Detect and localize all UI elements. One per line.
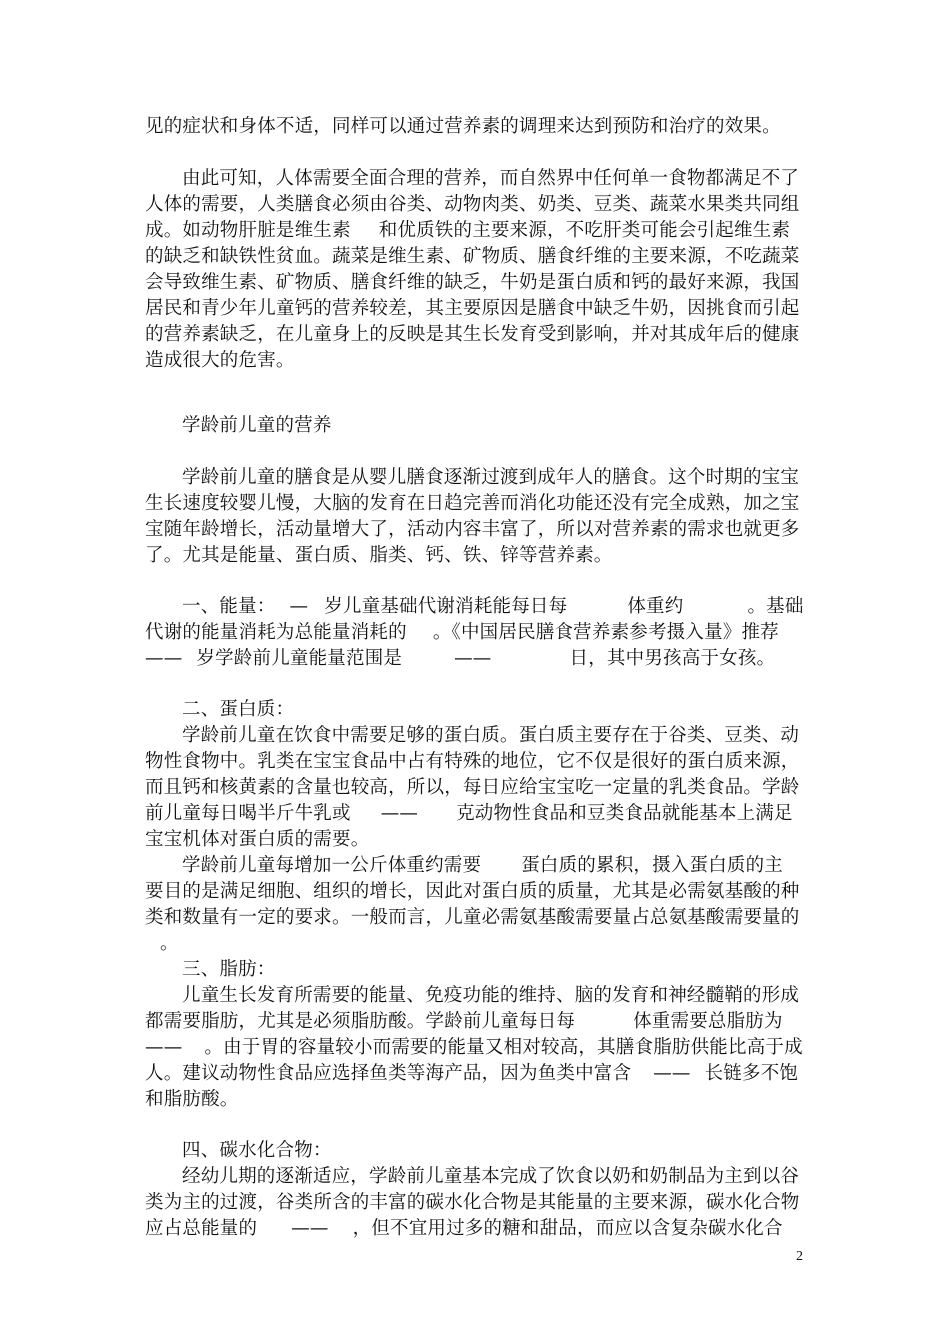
text-line [145, 491, 810, 517]
paragraph-first-line [182, 166, 810, 192]
text-run: 学龄前儿童在饮食中需要足够的蛋白质。蛋白质主要存在于谷类、豆类、动 [182, 725, 800, 746]
text-line [145, 244, 810, 270]
text-run: —— [145, 648, 183, 669]
text-run: 见的症状和身体不适，同样可以通过营养素的调理来达到预防和治疗的效果。 [145, 116, 781, 137]
text-run: 居民和青少年儿童钙的营养较差，其主要原因是膳食中缺乏牛奶，因挑食而引起 [145, 298, 800, 319]
text-line [145, 1009, 810, 1035]
text-run: 的缺乏和缺铁性贫血。蔬菜是维生素、矿物质、膳食纤维的主要来源，不吃蔬菜 [145, 246, 800, 267]
text-line [145, 1061, 810, 1087]
text-line [160, 931, 810, 957]
text-run: 成。如动物肝脏是维生素 [145, 220, 351, 241]
section-heading [182, 697, 810, 723]
paragraph-first-line [182, 1164, 810, 1190]
text-line [145, 1216, 810, 1242]
text-run: 一、能量： [182, 596, 276, 617]
text-run: 学龄前儿童每增加一公斤体重约需要 [182, 855, 482, 876]
section-heading [182, 413, 810, 439]
text-run: 生长速度较婴儿慢，大脑的发育在日趋完善而消化功能还没有完全成熟，加之宝 [145, 493, 800, 514]
text-run: 应占总能量的 [145, 1218, 258, 1239]
text-run: —— [454, 648, 492, 669]
text-run: 类和数量有一定的要求。一般而言，儿童必需氨基酸需要量占总氨基酸需要量的 [145, 907, 800, 928]
text-run: 体重约 [627, 596, 684, 617]
text-run: —— [145, 1037, 183, 1058]
text-run: 克动物性食品和豆类食品就能基本上满足 [456, 803, 793, 824]
text-run: 宝宝机体对蛋白质的需要。 [145, 829, 370, 850]
text-line [145, 348, 810, 374]
text-run: 体重需要总脂肪为 [633, 1011, 783, 1032]
heading-text: 二、蛋白质： [182, 699, 295, 720]
text-line [145, 801, 810, 827]
text-run: 蛋白质的累积，摄入蛋白质的主 [521, 855, 784, 876]
text-run: 日，其中男孩高于女孩。 [569, 648, 776, 669]
text-run: 人体的需要，人类膳食必须由谷类、动物肉类、奶类、豆类、蔬菜水果类共同组 [145, 194, 800, 215]
text-run: —— [380, 803, 419, 824]
text-run: 和优质铁的主要来源，不吃肝类可能会引起维生素 [378, 220, 791, 241]
paragraph-first-line [182, 853, 810, 879]
text-line [145, 1087, 810, 1113]
text-run: 和脂肪酸。 [145, 1089, 239, 1110]
text-run: 类为主的过渡，谷类所含的丰富的碳水化合物是其能量的主要来源，碳水化合物 [145, 1192, 800, 1213]
page-number: 2 [796, 1249, 803, 1264]
section-heading [182, 1138, 810, 1164]
text-line [145, 192, 810, 218]
paragraph-first-line [182, 594, 810, 620]
text-run: 物性食物中。乳类在宝宝食品中占有特殊的地位，它不仅是很好的蛋白质来源， [145, 751, 800, 772]
text-run: 了。尤其是能量、蛋白质、脂类、钙、铁、锌等营养素。 [145, 545, 613, 566]
text-line [145, 296, 810, 322]
text-line [145, 543, 810, 569]
heading-text: 三、脂肪： [182, 959, 276, 980]
paragraph-first-line [182, 723, 810, 749]
text-line [145, 905, 810, 931]
text-run: 学龄前儿童的膳食是从婴儿膳食逐渐过渡到成年人的膳食。这个时期的宝宝 [182, 467, 800, 488]
text-line [145, 517, 810, 543]
paragraph-first-line [182, 983, 810, 1009]
text-run: 。《中国居民膳食营养素参考摄入量》推荐 [432, 622, 779, 643]
text-line [145, 1190, 810, 1216]
text-run: 造成很大的危害。 [145, 350, 295, 371]
text-run: —— [653, 1063, 691, 1084]
text-run: 宝随年龄增长，活动量增大了，活动内容丰富了，所以对营养素的需求也就更多 [145, 519, 800, 540]
text-run: 人。建议动物性食品应选择鱼类等海产品，因为鱼类中富含 [145, 1063, 632, 1084]
text-line [145, 646, 810, 672]
text-line [145, 775, 810, 801]
heading-text: 学龄前儿童的营养 [182, 415, 332, 436]
text-run: 由此可知，人体需要全面合理的营养，而自然界中任何单一食物都满足不了 [182, 168, 800, 189]
text-run: 。由于胃的容量较小而需要的能量又相对较高，其膳食脂肪供能比高于成 [204, 1037, 803, 1058]
text-line [145, 620, 810, 646]
text-run: ，但不宜用过多的糖和甜品，而应以含复杂碳水化合 [352, 1218, 783, 1239]
heading-text: 四、碳水化合物： [182, 1140, 332, 1161]
text-run: 长链多不饱 [704, 1063, 799, 1084]
text-run: — [289, 596, 309, 617]
text-run: 经幼儿期的逐渐适应，学龄前儿童基本完成了饮食以奶和奶制品为主到以谷 [182, 1166, 800, 1187]
text-run: 要目的是满足细胞、组织的增长，因此对蛋白质的质量，尤其是必需氨基酸的种 [145, 881, 800, 902]
text-line [145, 1035, 810, 1061]
text-line [145, 270, 810, 296]
text-line [145, 218, 810, 244]
text-line [145, 322, 810, 348]
text-line [145, 879, 810, 905]
text-line [145, 749, 810, 775]
text-run: 岁学龄前儿童能量范围是 [196, 648, 403, 669]
section-heading [182, 957, 810, 983]
text-run: 岁儿童基础代谢消耗能每日每 [324, 596, 568, 617]
text-run: 而且钙和核黄素的含量也较高，所以，每日应给宝宝吃一定量的乳类食品。学龄 [145, 777, 800, 798]
text-run: 会导致维生素、矿物质、膳食纤维的缺乏，牛奶是蛋白质和钙的最好来源，我国 [145, 272, 800, 293]
text-run: 。基础 [747, 596, 804, 617]
text-run: 的营养素缺乏，在儿童身上的反映是其生长发育受到影响，并对其成年后的健康 [145, 324, 800, 345]
text-run: 。 [160, 933, 179, 954]
text-run: 都需要脂肪，尤其是必须脂肪酸。学龄前儿童每日每 [145, 1011, 576, 1032]
paragraph-first-line [182, 465, 810, 491]
text-run: 前儿童每日喝半斤牛乳或 [145, 803, 351, 824]
text-run: —— [291, 1218, 329, 1239]
text-line [145, 114, 810, 140]
text-run: 代谢的能量消耗为总能量消耗的 [145, 622, 407, 643]
text-line [145, 827, 810, 853]
text-run: 儿童生长发育所需要的能量、免疫功能的维持、脑的发育和神经髓鞘的形成 [182, 985, 800, 1006]
